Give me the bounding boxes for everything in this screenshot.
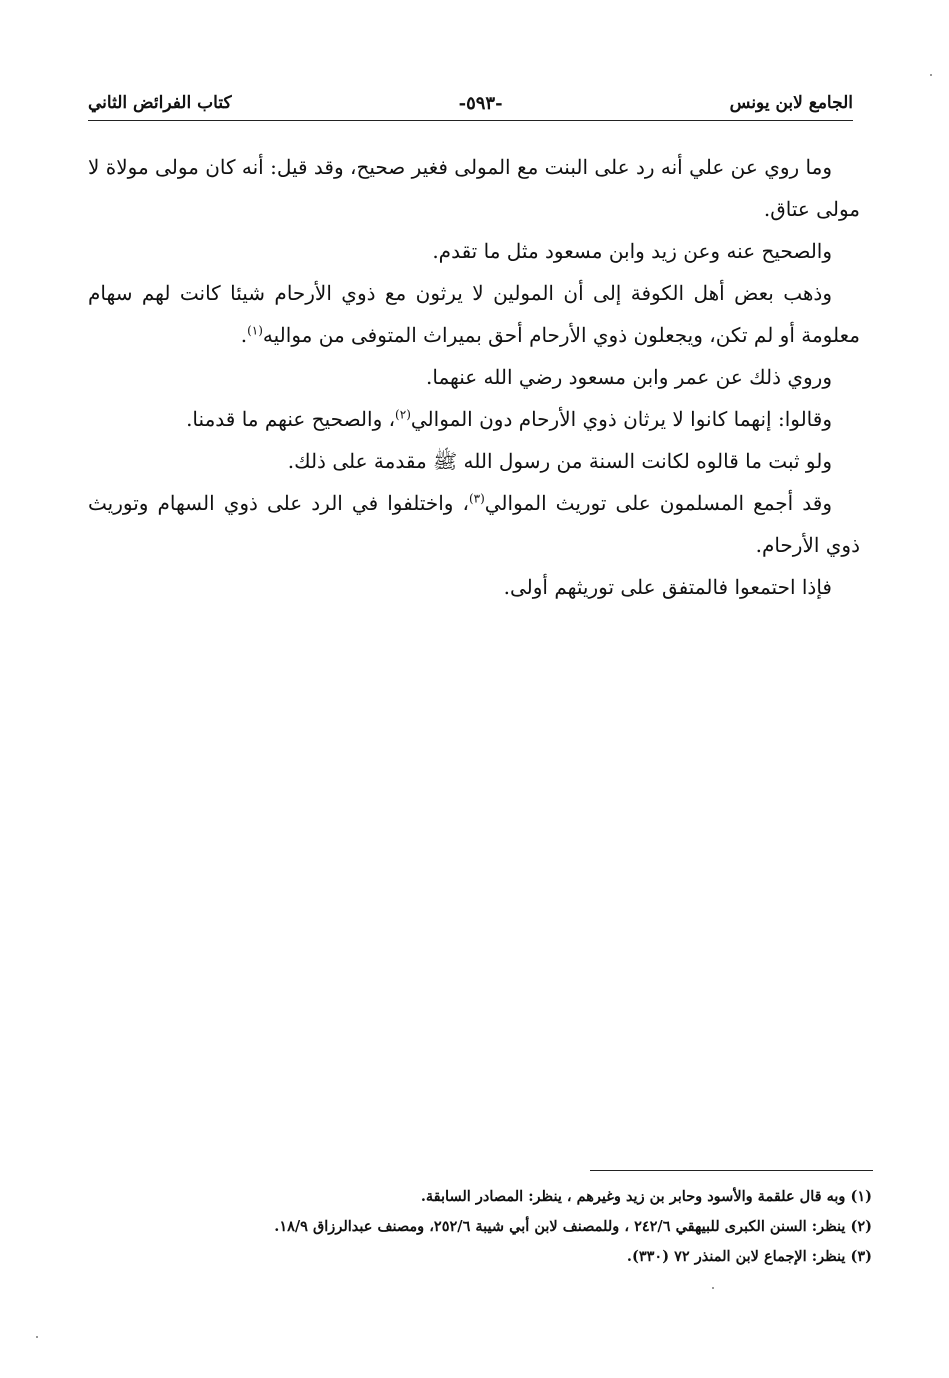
page-number: -٥٩٣- xyxy=(458,92,503,114)
paragraph: وذهب بعض أهل الكوفة إلى أن المولين لا يرثون مع ذوي الأرحام شيئا كانت لهم سهام معلومة أو لم تكن، ويجعلون ذوي الأرحام أحق بميراث المتوفى من مواليه$^{(١)}$. xyxy=(88,281,860,347)
header-chapter-title: كتاب الفرائض الثاني xyxy=(88,93,232,113)
footnote-divider xyxy=(590,1170,873,1171)
footnote-ref: (٢) xyxy=(395,407,411,422)
page-header xyxy=(88,86,853,120)
paragraph: والصحيح عنه وعن زيد وابن مسعود مثل ما تقدم. xyxy=(432,239,832,263)
scan-speck xyxy=(712,1287,714,1289)
footnote-ref: (٣) xyxy=(468,491,485,506)
paragraph: فإذا احتمعوا فالمتفق على توريثهم أولى. xyxy=(503,575,832,599)
paragraph: وقالوا: إنهما كانوا لا يرثان ذوي الأرحام دون الموالي$^{(٢)}$، والصحيح عنهم ما قدمنا. xyxy=(186,407,832,431)
main-text xyxy=(88,146,860,608)
footnote: (٢) ينظر: السنن الكبرى للبيهقي ٢٤٢/٦ ، وللمصنف لابن أبي شيبة ٢٥٢/٦، ومصنف عبدالرزاق ١٨/٩. xyxy=(274,1218,872,1235)
paragraph: ولو ثبت ما قالوه لكانت السنة من رسول الله ﷺ مقدمة على ذلك. xyxy=(287,449,832,473)
footnote: (١) وبه قال علقمة والأسود وحابر بن زيد وغيرهم ، ينظر: المصادر السابقة. xyxy=(420,1188,872,1205)
header-divider xyxy=(88,120,853,121)
footnotes xyxy=(150,1182,872,1272)
scan-speck xyxy=(36,1336,38,1338)
footnote-ref: (١) xyxy=(247,323,263,338)
header-book-title: الجامع لابن يونس xyxy=(729,93,853,113)
paragraph: وروي ذلك عن عمر وابن مسعود رضي الله عنهما. xyxy=(426,365,832,389)
paragraph: وقد أجمع المسلمون على توريث الموالي$^{(٣)}$، واختلفوا في الرد على ذوي السهام وتوريث ذوي الأرحام. xyxy=(88,491,860,557)
paragraph: وما روي عن علي أنه رد على البنت مع المولى فغير صحيح، وقد قيل: أنه كان مولى مولاة لا مولى عتاق. xyxy=(88,155,860,221)
footnote: (٣) ينظر: الإجماع لابن المنذر ٧٢ (٣٣٠). xyxy=(626,1248,872,1265)
scan-speck xyxy=(930,74,932,76)
